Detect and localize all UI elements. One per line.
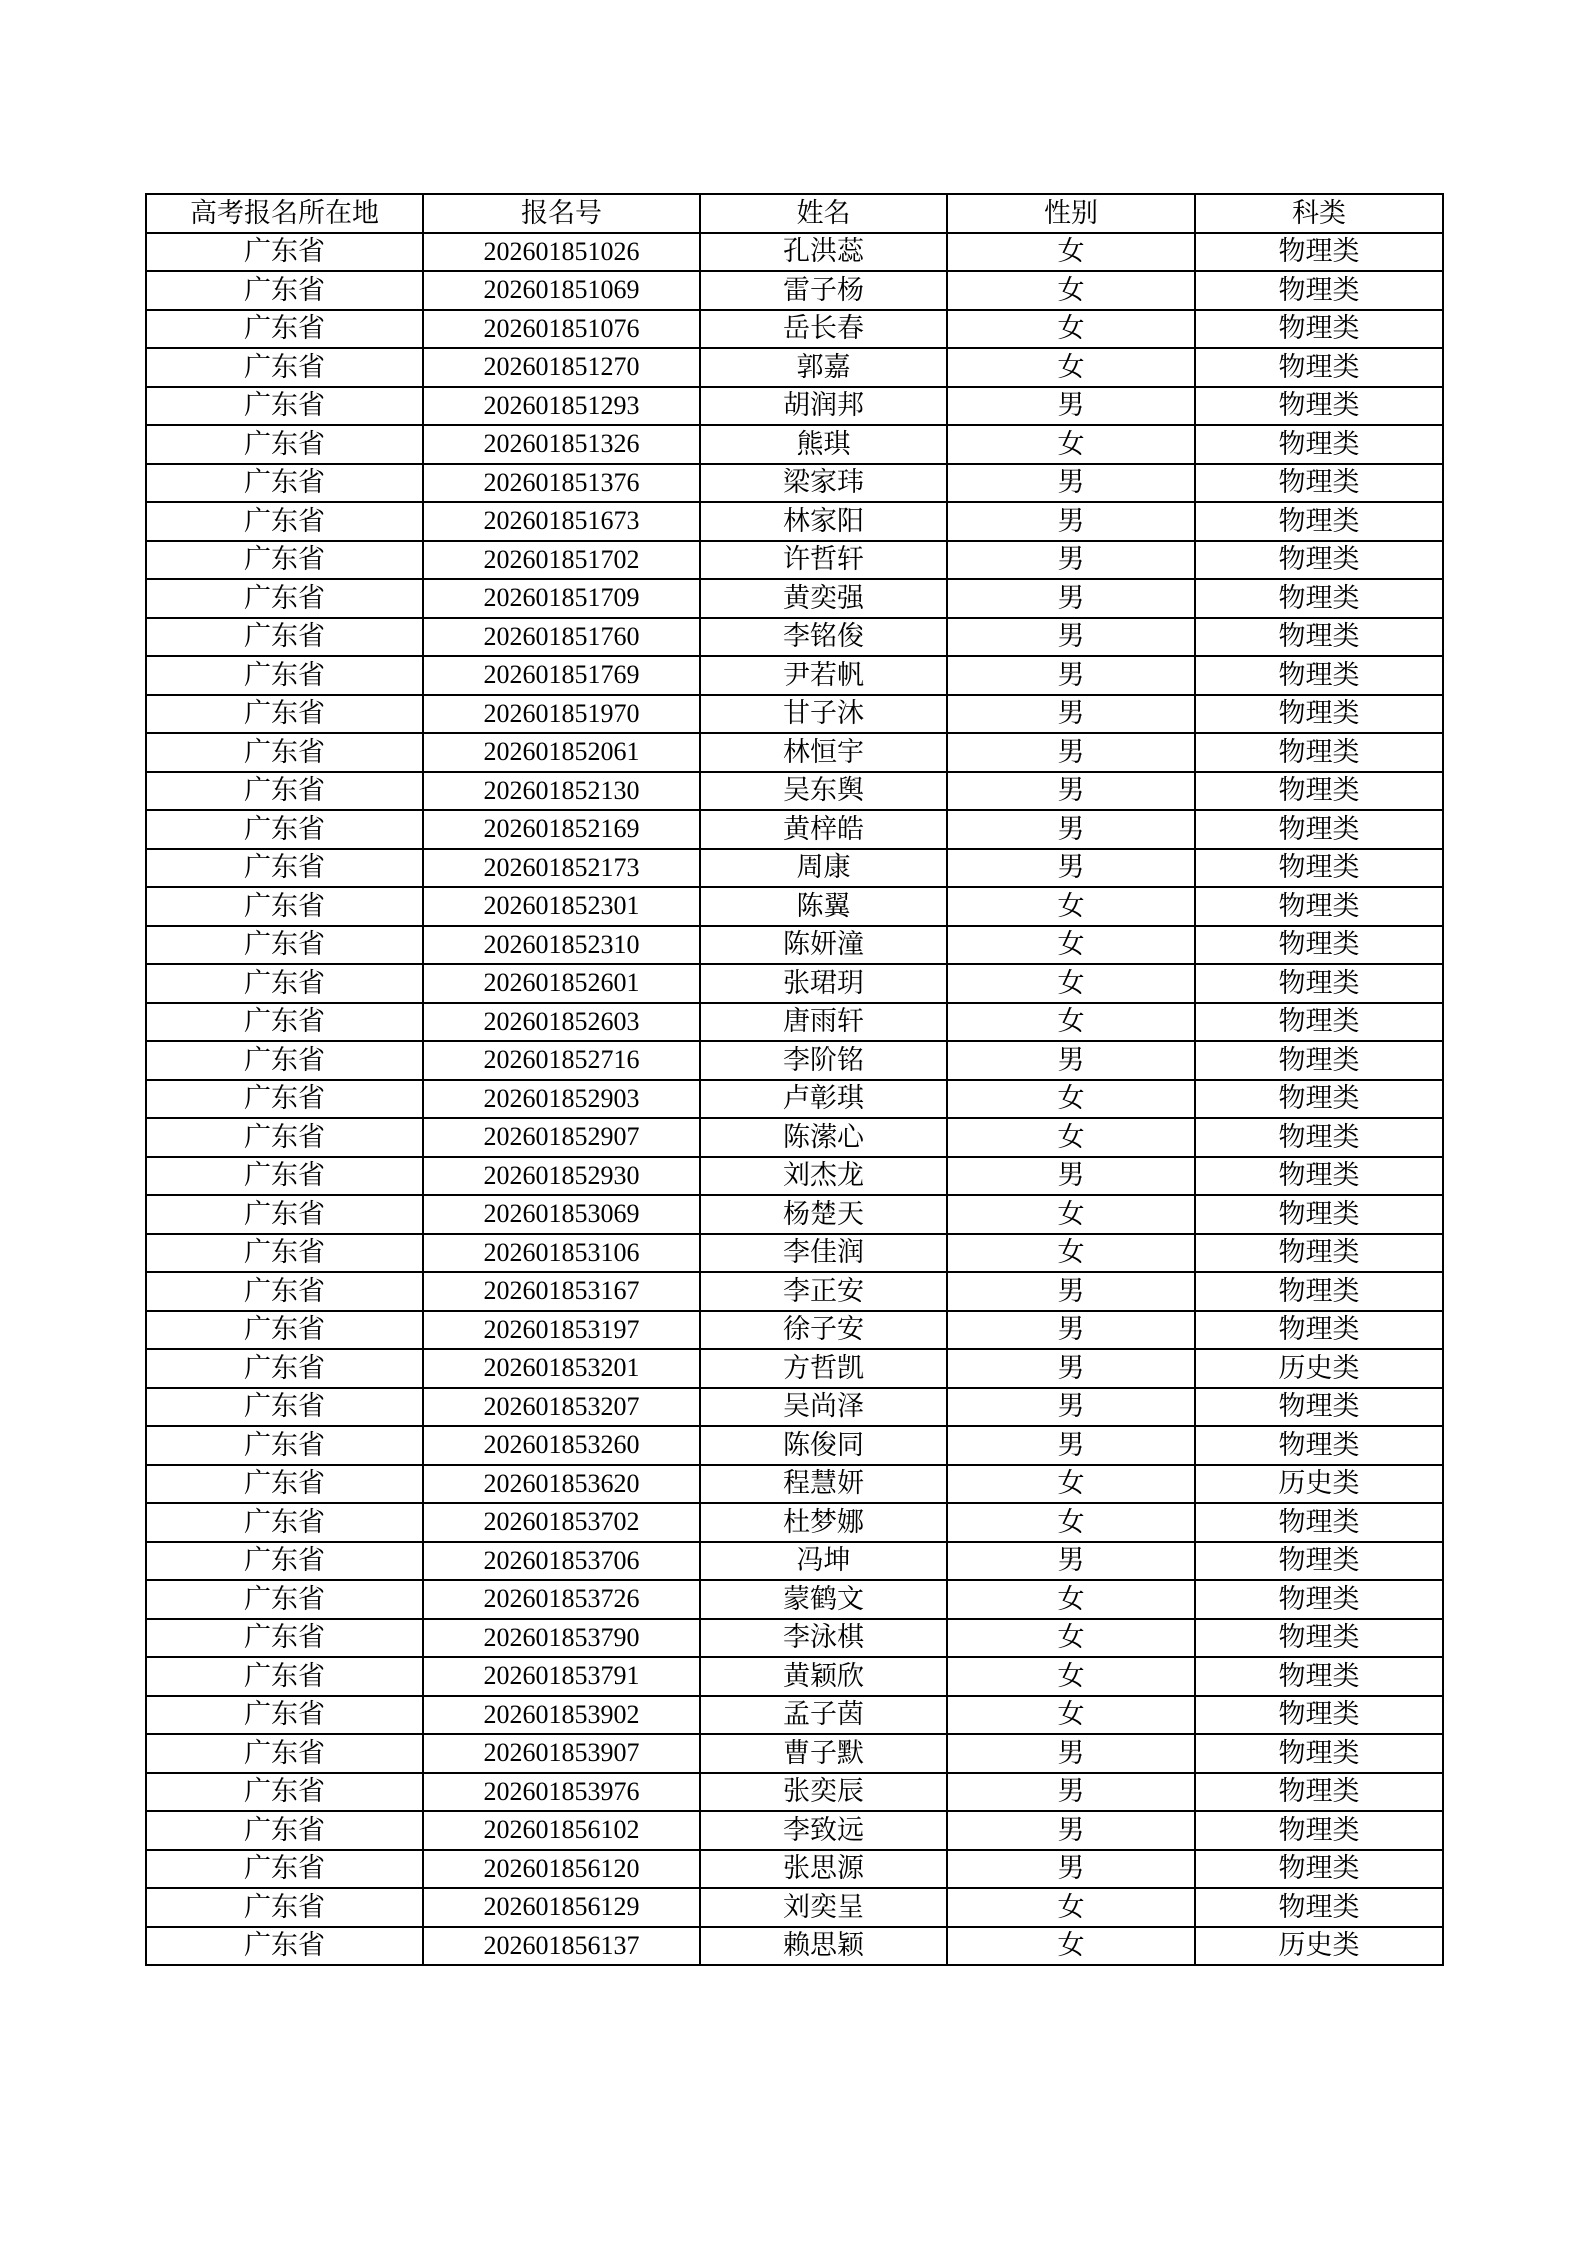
cell-name: 孟子茵 (700, 1696, 947, 1735)
cell-subject-category: 物理类 (1195, 579, 1443, 618)
table-row (146, 1234, 1443, 1273)
table-row (146, 1272, 1443, 1311)
cell-registration-location: 广东省 (146, 926, 423, 965)
table-row (146, 502, 1443, 541)
table-header-row (146, 194, 1443, 233)
cell-name: 李正安 (700, 1272, 947, 1311)
table-row (146, 810, 1443, 849)
cell-gender: 男 (947, 695, 1195, 734)
table-row (146, 1465, 1443, 1504)
cell-subject-category: 物理类 (1195, 541, 1443, 580)
admission-roster-table (145, 193, 1444, 1966)
header-gender: 性别 (947, 194, 1195, 233)
cell-registration-number: 202601853902 (423, 1696, 700, 1735)
cell-registration-number: 202601851376 (423, 464, 700, 503)
cell-subject-category: 物理类 (1195, 695, 1443, 734)
table-row (146, 733, 1443, 772)
cell-subject-category: 物理类 (1195, 310, 1443, 349)
cell-registration-location: 广东省 (146, 233, 423, 272)
cell-subject-category: 物理类 (1195, 1272, 1443, 1311)
cell-gender: 女 (947, 271, 1195, 310)
cell-gender: 女 (947, 1580, 1195, 1619)
table-row (146, 1542, 1443, 1581)
cell-registration-location: 广东省 (146, 618, 423, 657)
cell-registration-number: 202601852130 (423, 772, 700, 811)
cell-registration-location: 广东省 (146, 1349, 423, 1388)
cell-subject-category: 物理类 (1195, 1542, 1443, 1581)
cell-registration-number: 202601853260 (423, 1426, 700, 1465)
cell-registration-location: 广东省 (146, 387, 423, 426)
cell-subject-category: 物理类 (1195, 1234, 1443, 1273)
table-row (146, 1696, 1443, 1735)
table-row (146, 464, 1443, 503)
cell-name: 甘子沐 (700, 695, 947, 734)
cell-registration-number: 202601853907 (423, 1734, 700, 1773)
cell-registration-location: 广东省 (146, 1888, 423, 1927)
cell-subject-category: 物理类 (1195, 1850, 1443, 1889)
cell-registration-location: 广东省 (146, 772, 423, 811)
cell-registration-location: 广东省 (146, 1465, 423, 1504)
cell-name: 熊琪 (700, 425, 947, 464)
cell-gender: 女 (947, 348, 1195, 387)
cell-registration-number: 202601851702 (423, 541, 700, 580)
table-row (146, 695, 1443, 734)
cell-name: 方哲凯 (700, 1349, 947, 1388)
cell-subject-category: 物理类 (1195, 810, 1443, 849)
header-subject-category: 科类 (1195, 194, 1443, 233)
table-body (146, 233, 1443, 1966)
header-registration-location: 高考报名所在地 (146, 194, 423, 233)
cell-gender: 男 (947, 849, 1195, 888)
header-registration-number: 报名号 (423, 194, 700, 233)
cell-gender: 男 (947, 1542, 1195, 1581)
cell-registration-location: 广东省 (146, 1311, 423, 1350)
cell-registration-location: 广东省 (146, 1580, 423, 1619)
cell-subject-category: 物理类 (1195, 348, 1443, 387)
cell-gender: 男 (947, 579, 1195, 618)
cell-registration-number: 202601853620 (423, 1465, 700, 1504)
cell-gender: 女 (947, 1888, 1195, 1927)
cell-gender: 男 (947, 618, 1195, 657)
cell-gender: 女 (947, 233, 1195, 272)
cell-registration-number: 202601852173 (423, 849, 700, 888)
table-row (146, 1041, 1443, 1080)
cell-registration-location: 广东省 (146, 1426, 423, 1465)
cell-name: 李泳棋 (700, 1619, 947, 1658)
cell-subject-category: 物理类 (1195, 1426, 1443, 1465)
cell-subject-category: 物理类 (1195, 502, 1443, 541)
cell-gender: 女 (947, 1619, 1195, 1658)
table-row (146, 772, 1443, 811)
cell-gender: 男 (947, 1773, 1195, 1812)
cell-registration-number: 202601851709 (423, 579, 700, 618)
header-name: 姓名 (700, 194, 947, 233)
cell-gender: 男 (947, 1157, 1195, 1196)
cell-gender: 女 (947, 1503, 1195, 1542)
cell-gender: 男 (947, 1850, 1195, 1889)
cell-subject-category: 物理类 (1195, 1388, 1443, 1427)
cell-name: 胡润邦 (700, 387, 947, 426)
cell-registration-number: 202601851026 (423, 233, 700, 272)
cell-gender: 女 (947, 1657, 1195, 1696)
cell-registration-location: 广东省 (146, 810, 423, 849)
cell-gender: 男 (947, 733, 1195, 772)
cell-subject-category: 物理类 (1195, 233, 1443, 272)
cell-subject-category: 物理类 (1195, 733, 1443, 772)
cell-registration-number: 202601856120 (423, 1850, 700, 1889)
cell-registration-number: 202601856102 (423, 1811, 700, 1850)
cell-gender: 男 (947, 1041, 1195, 1080)
cell-name: 杜梦娜 (700, 1503, 947, 1542)
cell-subject-category: 物理类 (1195, 1195, 1443, 1234)
cell-name: 吴尚泽 (700, 1388, 947, 1427)
cell-subject-category: 物理类 (1195, 1080, 1443, 1119)
cell-subject-category: 物理类 (1195, 1041, 1443, 1080)
cell-subject-category: 物理类 (1195, 772, 1443, 811)
cell-registration-location: 广东省 (146, 1157, 423, 1196)
table-row (146, 310, 1443, 349)
cell-gender: 女 (947, 1696, 1195, 1735)
cell-registration-number: 202601853106 (423, 1234, 700, 1273)
cell-gender: 女 (947, 964, 1195, 1003)
cell-registration-location: 广东省 (146, 425, 423, 464)
cell-registration-number: 202601851270 (423, 348, 700, 387)
cell-name: 杨楚天 (700, 1195, 947, 1234)
cell-registration-location: 广东省 (146, 1080, 423, 1119)
cell-name: 黄梓皓 (700, 810, 947, 849)
cell-subject-category: 物理类 (1195, 1888, 1443, 1927)
cell-subject-category: 物理类 (1195, 1503, 1443, 1542)
cell-name: 陈俊同 (700, 1426, 947, 1465)
table-row (146, 271, 1443, 310)
cell-subject-category: 物理类 (1195, 926, 1443, 965)
cell-registration-number: 202601852310 (423, 926, 700, 965)
cell-registration-number: 202601851326 (423, 425, 700, 464)
cell-registration-location: 广东省 (146, 1927, 423, 1966)
cell-registration-location: 广东省 (146, 1619, 423, 1658)
table-row (146, 541, 1443, 580)
cell-subject-category: 历史类 (1195, 1349, 1443, 1388)
cell-registration-location: 广东省 (146, 271, 423, 310)
cell-registration-number: 202601853726 (423, 1580, 700, 1619)
cell-registration-number: 202601853197 (423, 1311, 700, 1350)
cell-registration-number: 202601852601 (423, 964, 700, 1003)
table-row (146, 849, 1443, 888)
cell-gender: 女 (947, 926, 1195, 965)
cell-registration-location: 广东省 (146, 1811, 423, 1850)
cell-gender: 男 (947, 464, 1195, 503)
cell-registration-location: 广东省 (146, 464, 423, 503)
cell-name: 徐子安 (700, 1311, 947, 1350)
table-row (146, 1927, 1443, 1966)
cell-subject-category: 物理类 (1195, 1580, 1443, 1619)
cell-registration-location: 广东省 (146, 887, 423, 926)
cell-gender: 男 (947, 502, 1195, 541)
table-row (146, 1811, 1443, 1850)
cell-registration-number: 202601851076 (423, 310, 700, 349)
cell-gender: 男 (947, 772, 1195, 811)
cell-registration-location: 广东省 (146, 1734, 423, 1773)
cell-subject-category: 物理类 (1195, 1003, 1443, 1042)
table-row (146, 1619, 1443, 1658)
cell-gender: 女 (947, 1195, 1195, 1234)
table-row (146, 1157, 1443, 1196)
cell-registration-number: 202601853207 (423, 1388, 700, 1427)
cell-registration-location: 广东省 (146, 1503, 423, 1542)
cell-registration-number: 202601852301 (423, 887, 700, 926)
table-row (146, 1888, 1443, 1927)
cell-subject-category: 物理类 (1195, 618, 1443, 657)
table-row (146, 656, 1443, 695)
cell-subject-category: 物理类 (1195, 887, 1443, 926)
cell-subject-category: 历史类 (1195, 1927, 1443, 1966)
table-row (146, 1118, 1443, 1157)
table-row (146, 233, 1443, 272)
table-row (146, 1349, 1443, 1388)
cell-gender: 男 (947, 1426, 1195, 1465)
cell-subject-category: 物理类 (1195, 387, 1443, 426)
cell-subject-category: 物理类 (1195, 464, 1443, 503)
cell-name: 陈翼 (700, 887, 947, 926)
cell-subject-category: 物理类 (1195, 1773, 1443, 1812)
cell-gender: 女 (947, 1003, 1195, 1042)
cell-registration-number: 202601852169 (423, 810, 700, 849)
cell-name: 陈潆心 (700, 1118, 947, 1157)
cell-gender: 男 (947, 1349, 1195, 1388)
table-row (146, 1426, 1443, 1465)
cell-registration-number: 202601853201 (423, 1349, 700, 1388)
cell-registration-location: 广东省 (146, 1657, 423, 1696)
cell-registration-number: 202601852903 (423, 1080, 700, 1119)
cell-registration-location: 广东省 (146, 541, 423, 580)
cell-subject-category: 历史类 (1195, 1465, 1443, 1504)
cell-gender: 女 (947, 1080, 1195, 1119)
cell-registration-location: 广东省 (146, 1041, 423, 1080)
cell-gender: 男 (947, 656, 1195, 695)
table-row (146, 1773, 1443, 1812)
cell-registration-location: 广东省 (146, 849, 423, 888)
cell-name: 郭嘉 (700, 348, 947, 387)
cell-name: 李佳润 (700, 1234, 947, 1273)
cell-name: 张思源 (700, 1850, 947, 1889)
cell-registration-number: 202601852907 (423, 1118, 700, 1157)
cell-registration-location: 广东省 (146, 1195, 423, 1234)
table-row (146, 1003, 1443, 1042)
cell-name: 蒙鹤文 (700, 1580, 947, 1619)
table-row (146, 618, 1443, 657)
cell-gender: 男 (947, 1388, 1195, 1427)
table-row (146, 1734, 1443, 1773)
table-row (146, 1657, 1443, 1696)
cell-name: 程慧妍 (700, 1465, 947, 1504)
cell-registration-location: 广东省 (146, 1696, 423, 1735)
cell-registration-number: 202601851970 (423, 695, 700, 734)
cell-subject-category: 物理类 (1195, 1657, 1443, 1696)
cell-gender: 女 (947, 887, 1195, 926)
cell-gender: 女 (947, 1234, 1195, 1273)
cell-gender: 男 (947, 810, 1195, 849)
cell-registration-location: 广东省 (146, 310, 423, 349)
cell-name: 尹若帆 (700, 656, 947, 695)
cell-registration-number: 202601853702 (423, 1503, 700, 1542)
cell-registration-location: 广东省 (146, 348, 423, 387)
cell-registration-number: 202601852061 (423, 733, 700, 772)
cell-name: 卢彰琪 (700, 1080, 947, 1119)
cell-registration-location: 广东省 (146, 1234, 423, 1273)
cell-name: 岳长春 (700, 310, 947, 349)
table-row (146, 926, 1443, 965)
cell-name: 梁家玮 (700, 464, 947, 503)
cell-name: 吴东舆 (700, 772, 947, 811)
cell-subject-category: 物理类 (1195, 425, 1443, 464)
cell-gender: 女 (947, 1118, 1195, 1157)
cell-name: 张珺玥 (700, 964, 947, 1003)
cell-gender: 女 (947, 425, 1195, 464)
cell-name: 赖思颖 (700, 1927, 947, 1966)
cell-subject-category: 物理类 (1195, 1734, 1443, 1773)
cell-name: 许哲轩 (700, 541, 947, 580)
table-row (146, 348, 1443, 387)
table-row (146, 1850, 1443, 1889)
cell-registration-location: 广东省 (146, 1003, 423, 1042)
cell-subject-category: 物理类 (1195, 271, 1443, 310)
cell-name: 李致远 (700, 1811, 947, 1850)
cell-name: 林家阳 (700, 502, 947, 541)
cell-registration-number: 202601852930 (423, 1157, 700, 1196)
cell-registration-number: 202601851769 (423, 656, 700, 695)
cell-name: 林恒宇 (700, 733, 947, 772)
table-row (146, 1311, 1443, 1350)
cell-name: 冯坤 (700, 1542, 947, 1581)
cell-registration-location: 广东省 (146, 656, 423, 695)
cell-subject-category: 物理类 (1195, 656, 1443, 695)
table-row (146, 1080, 1443, 1119)
cell-gender: 男 (947, 541, 1195, 580)
cell-gender: 男 (947, 1734, 1195, 1773)
cell-subject-category: 物理类 (1195, 1619, 1443, 1658)
cell-registration-location: 广东省 (146, 733, 423, 772)
table-row (146, 1388, 1443, 1427)
cell-subject-category: 物理类 (1195, 1811, 1443, 1850)
table-row (146, 887, 1443, 926)
cell-gender: 男 (947, 1311, 1195, 1350)
cell-subject-category: 物理类 (1195, 1118, 1443, 1157)
table-row (146, 425, 1443, 464)
cell-registration-number: 202601851673 (423, 502, 700, 541)
cell-name: 黄奕强 (700, 579, 947, 618)
cell-registration-number: 202601856129 (423, 1888, 700, 1927)
table-row (146, 1503, 1443, 1542)
cell-registration-location: 广东省 (146, 964, 423, 1003)
cell-registration-number: 202601851069 (423, 271, 700, 310)
table-row (146, 1580, 1443, 1619)
cell-name: 黄颖欣 (700, 1657, 947, 1696)
cell-gender: 男 (947, 1811, 1195, 1850)
cell-registration-location: 广东省 (146, 579, 423, 618)
cell-name: 李阶铭 (700, 1041, 947, 1080)
cell-name: 雷子杨 (700, 271, 947, 310)
cell-registration-location: 广东省 (146, 1272, 423, 1311)
cell-name: 陈妍潼 (700, 926, 947, 965)
cell-name: 张奕辰 (700, 1773, 947, 1812)
cell-name: 李铭俊 (700, 618, 947, 657)
cell-subject-category: 物理类 (1195, 964, 1443, 1003)
cell-registration-number: 202601852603 (423, 1003, 700, 1042)
cell-name: 曹子默 (700, 1734, 947, 1773)
cell-subject-category: 物理类 (1195, 1696, 1443, 1735)
cell-registration-number: 202601853069 (423, 1195, 700, 1234)
cell-gender: 女 (947, 1927, 1195, 1966)
cell-registration-location: 广东省 (146, 695, 423, 734)
cell-registration-number: 202601853791 (423, 1657, 700, 1696)
cell-registration-location: 广东省 (146, 1118, 423, 1157)
cell-registration-number: 202601853790 (423, 1619, 700, 1658)
cell-registration-number: 202601853706 (423, 1542, 700, 1581)
table-row (146, 387, 1443, 426)
cell-registration-number: 202601856137 (423, 1927, 700, 1966)
cell-registration-number: 202601853167 (423, 1272, 700, 1311)
cell-name: 刘杰龙 (700, 1157, 947, 1196)
cell-registration-location: 广东省 (146, 1773, 423, 1812)
cell-registration-location: 广东省 (146, 1388, 423, 1427)
cell-registration-location: 广东省 (146, 1850, 423, 1889)
cell-registration-number: 202601851760 (423, 618, 700, 657)
cell-registration-number: 202601853976 (423, 1773, 700, 1812)
cell-registration-number: 202601852716 (423, 1041, 700, 1080)
cell-subject-category: 物理类 (1195, 1157, 1443, 1196)
cell-gender: 女 (947, 310, 1195, 349)
cell-gender: 男 (947, 387, 1195, 426)
table-row (146, 1195, 1443, 1234)
cell-name: 唐雨轩 (700, 1003, 947, 1042)
cell-gender: 女 (947, 1465, 1195, 1504)
cell-subject-category: 物理类 (1195, 849, 1443, 888)
table-row (146, 964, 1443, 1003)
table-row (146, 579, 1443, 618)
cell-name: 孔洪蕊 (700, 233, 947, 272)
cell-name: 刘奕呈 (700, 1888, 947, 1927)
cell-gender: 男 (947, 1272, 1195, 1311)
cell-name: 周康 (700, 849, 947, 888)
cell-subject-category: 物理类 (1195, 1311, 1443, 1350)
cell-registration-number: 202601851293 (423, 387, 700, 426)
cell-registration-location: 广东省 (146, 1542, 423, 1581)
cell-registration-location: 广东省 (146, 502, 423, 541)
